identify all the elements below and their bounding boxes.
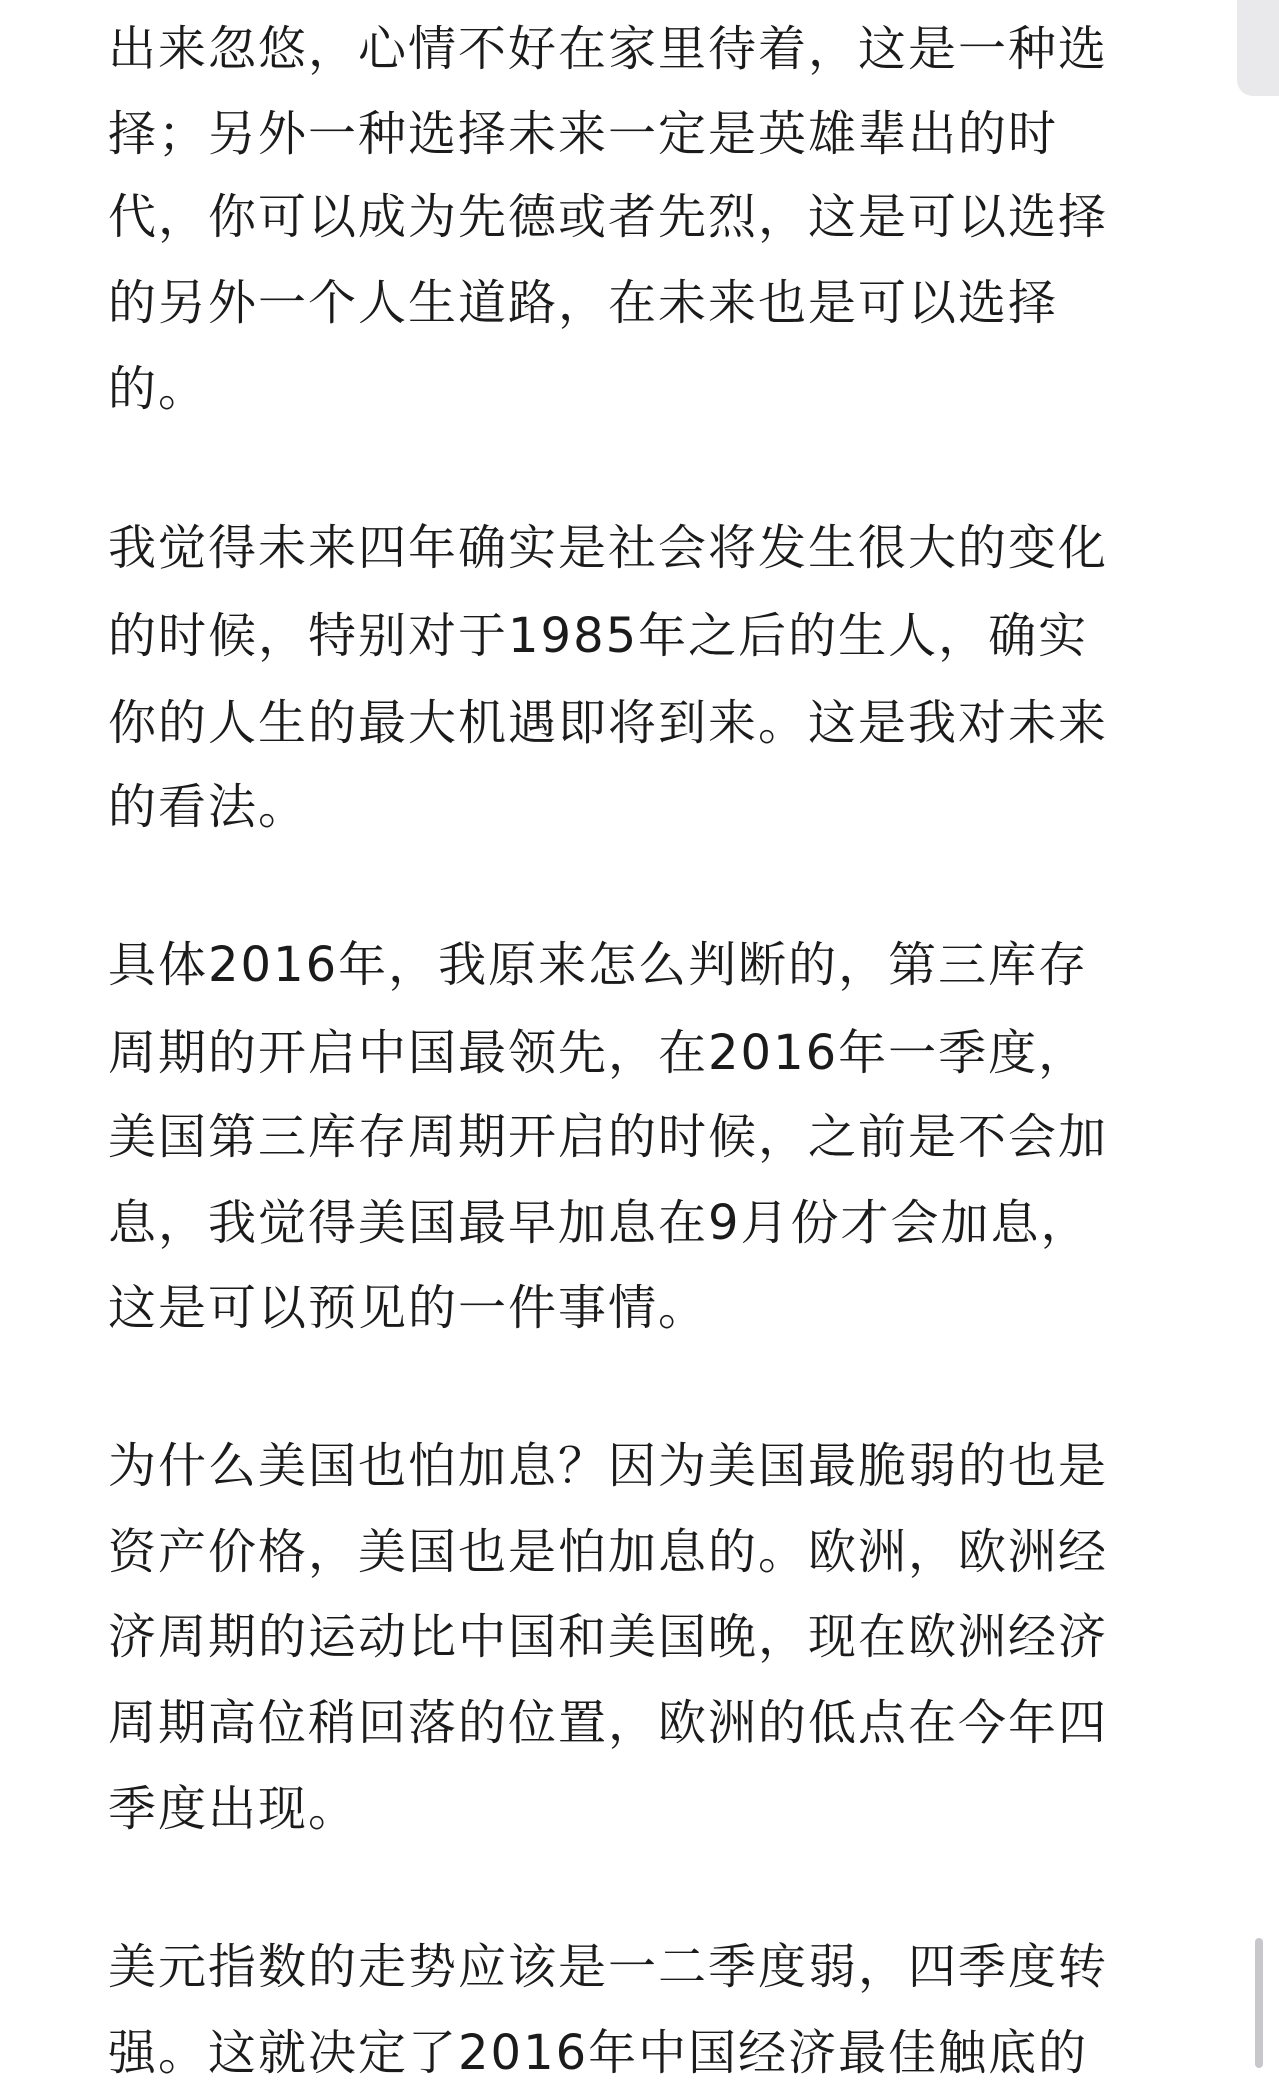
paragraph-4-line-3: 济周期的运动比中国和美国晚，现在欧洲经济 (108, 1609, 1109, 1665)
paragraph-5-line-1: 美元指数的走势应该是一二季度弱，四季度转 (108, 1939, 1109, 1995)
paragraph-3-line-4: 息，我觉得美国最早加息在9月份才会加息， (108, 1195, 1091, 1251)
paragraph-1-line-2: 择；另外一种选择未来一定是英雄辈出的时 (108, 106, 1059, 162)
paragraph-4-line-2: 资产价格，美国也是怕加息的。欧洲，欧洲经 (108, 1524, 1109, 1580)
paragraph-2-line-1: 我觉得未来四年确实是社会将发生很大的变化 (108, 520, 1109, 576)
paragraph-1-line-5: 的。 (108, 361, 209, 417)
scroll-to-top-handle[interactable] (1237, 0, 1279, 96)
paragraph-3-line-3: 美国第三库存周期开启的时候，之前是不会加 (108, 1109, 1109, 1165)
paragraph-2-line-3: 你的人生的最大机遇即将到来。这是我对未来 (108, 695, 1109, 751)
scrollbar-thumb[interactable] (1255, 1938, 1263, 2068)
paragraph-1-line-1: 出来忽悠，心情不好在家里待着，这是一种选 (108, 21, 1109, 77)
paragraph-3-line-5: 这是可以预见的一件事情。 (108, 1280, 709, 1336)
paragraph-5-line-2: 强。这就决定了2016年中国经济最佳触底的 (108, 2025, 1089, 2081)
paragraph-3-line-2: 周期的开启中国最领先，在2016年一季度， (108, 1025, 1089, 1081)
paragraph-3-line-1: 具体2016年，我原来怎么判断的，第三库存 (108, 937, 1089, 993)
paragraph-4-line-1: 为什么美国也怕加息？因为美国最脆弱的也是 (108, 1438, 1109, 1494)
paragraph-1-line-4: 的另外一个人生道路，在未来也是可以选择 (108, 275, 1059, 331)
paragraph-4-line-4: 周期高位稍回落的位置，欧洲的低点在今年四 (108, 1695, 1109, 1751)
paragraph-2-line-2: 的时候，特别对于1985年之后的生人，确实 (108, 608, 1089, 664)
paragraph-4-line-5: 季度出现。 (108, 1781, 359, 1837)
paragraph-2-line-4: 的看法。 (108, 779, 309, 835)
paragraph-1-line-3: 代，你可以成为先德或者先烈，这是可以选择 (108, 189, 1109, 245)
article-body (108, 0, 1180, 2094)
